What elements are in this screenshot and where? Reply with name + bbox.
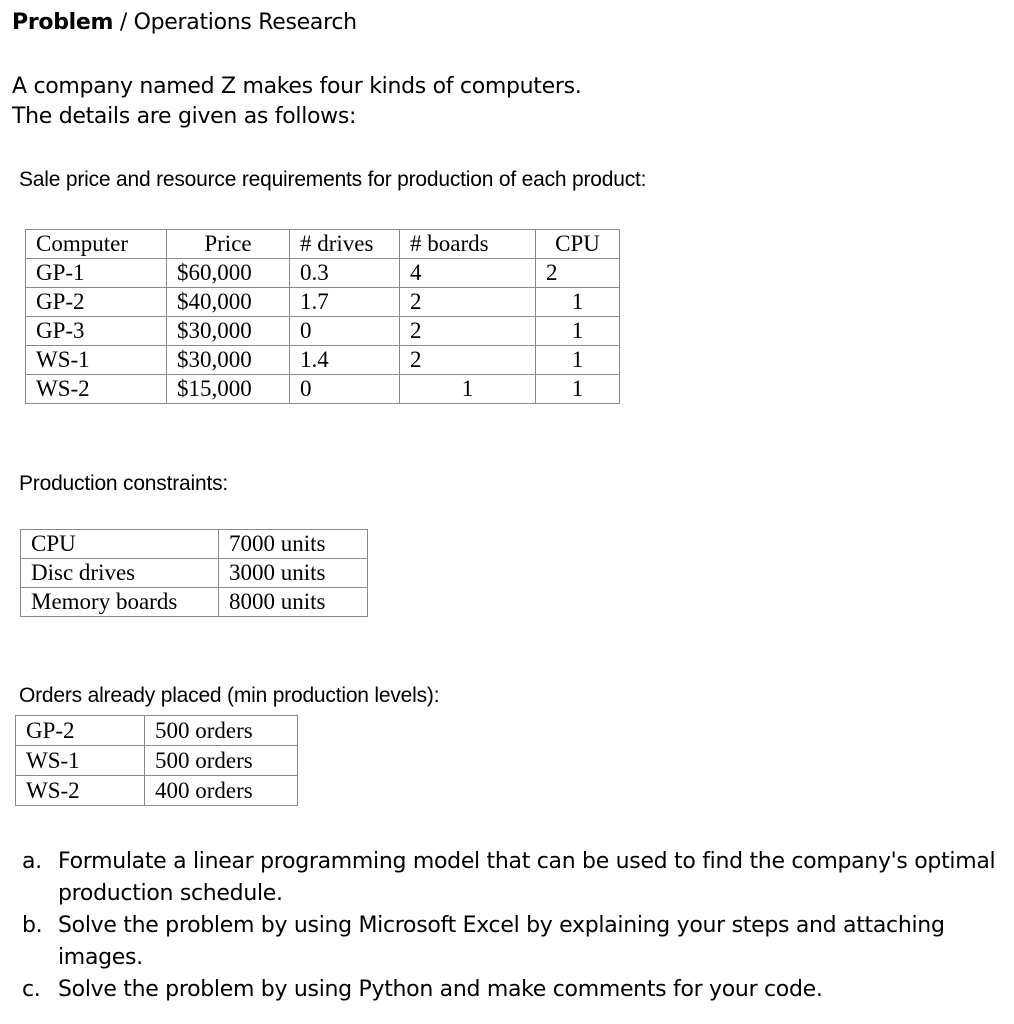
table-row — [16, 776, 298, 806]
table-cell: Memory boards — [21, 588, 219, 617]
table-cell: 2 — [400, 288, 536, 317]
table-cell: 3000 units — [219, 559, 368, 588]
question-item — [22, 846, 997, 910]
table-cell: 2 — [400, 317, 536, 346]
table-row — [26, 317, 620, 346]
table-row — [21, 588, 368, 617]
table-cell: 1 — [536, 346, 620, 375]
table-cell: $30,000 — [167, 317, 290, 346]
table-cell: $60,000 — [167, 259, 290, 288]
table-row — [21, 530, 368, 559]
table-cell: 2 — [400, 346, 536, 375]
table-row — [16, 746, 298, 776]
table-header-row — [26, 230, 620, 259]
table-cell: Disc drives — [21, 559, 219, 588]
question-list — [22, 846, 997, 1006]
table-cell: 1.4 — [290, 346, 400, 375]
table-row — [26, 259, 620, 288]
table-cell: 500 orders — [145, 746, 298, 776]
table-row — [26, 375, 620, 404]
question-text: Formulate a linear programming model that can be used to find the company's optimal production schedule. — [58, 849, 996, 906]
product-table — [25, 229, 620, 404]
table-cell: 8000 units — [219, 588, 368, 617]
table-cell: 0 — [290, 375, 400, 404]
table-cell: 1 — [400, 375, 536, 404]
table-cell: 0 — [290, 317, 400, 346]
header-cell: Price — [167, 230, 290, 259]
orders-table — [15, 715, 298, 806]
table-cell: 1 — [536, 288, 620, 317]
title-rest: / Operations Research — [113, 10, 357, 35]
question-label: c. — [22, 977, 41, 1002]
table-cell: GP-1 — [26, 259, 167, 288]
table-cell: $30,000 — [167, 346, 290, 375]
product-table-caption: Sale price and resource requirements for production of each product: — [19, 168, 647, 191]
table-cell: 1.7 — [290, 288, 400, 317]
table-cell: WS-1 — [26, 346, 167, 375]
table-cell: 1 — [536, 375, 620, 404]
table-cell: WS-2 — [16, 776, 145, 806]
header-cell: CPU — [536, 230, 620, 259]
table-cell: 7000 units — [219, 530, 368, 559]
header-cell: Computer — [26, 230, 167, 259]
table-row — [16, 716, 298, 746]
header-cell: # boards — [400, 230, 536, 259]
intro-text — [12, 72, 581, 132]
table-cell: WS-2 — [26, 375, 167, 404]
table-cell: $15,000 — [167, 375, 290, 404]
question-text: Solve the problem by using Microsoft Excel by explaining your steps and attaching images. — [58, 913, 945, 970]
page-title — [12, 10, 357, 35]
table-row — [21, 559, 368, 588]
table-cell: $40,000 — [167, 288, 290, 317]
table-cell: GP-2 — [16, 716, 145, 746]
question-label: b. — [22, 913, 43, 938]
table-cell: 500 orders — [145, 716, 298, 746]
orders-caption: Orders already placed (min production levels): — [19, 684, 440, 707]
table-cell: 400 orders — [145, 776, 298, 806]
table-cell: 0.3 — [290, 259, 400, 288]
title-bold: Problem — [12, 10, 114, 35]
table-cell: GP-3 — [26, 317, 167, 346]
constraints-caption: Production constraints: — [19, 472, 229, 495]
intro-line-2: The details are given as follows: — [12, 104, 357, 129]
question-item — [22, 974, 997, 1006]
table-cell: CPU — [21, 530, 219, 559]
table-cell: 1 — [536, 317, 620, 346]
table-cell: WS-1 — [16, 746, 145, 776]
table-row — [26, 346, 620, 375]
table-cell: 4 — [400, 259, 536, 288]
question-item — [22, 910, 997, 974]
table-cell: 2 — [536, 259, 620, 288]
header-cell: # drives — [290, 230, 400, 259]
table-row — [26, 288, 620, 317]
question-label: a. — [22, 849, 42, 874]
intro-line-1: A company named Z makes four kinds of computers. — [12, 74, 582, 99]
constraints-table — [20, 529, 368, 617]
table-cell: GP-2 — [26, 288, 167, 317]
question-text: Solve the problem by using Python and make comments for your code. — [58, 977, 823, 1002]
